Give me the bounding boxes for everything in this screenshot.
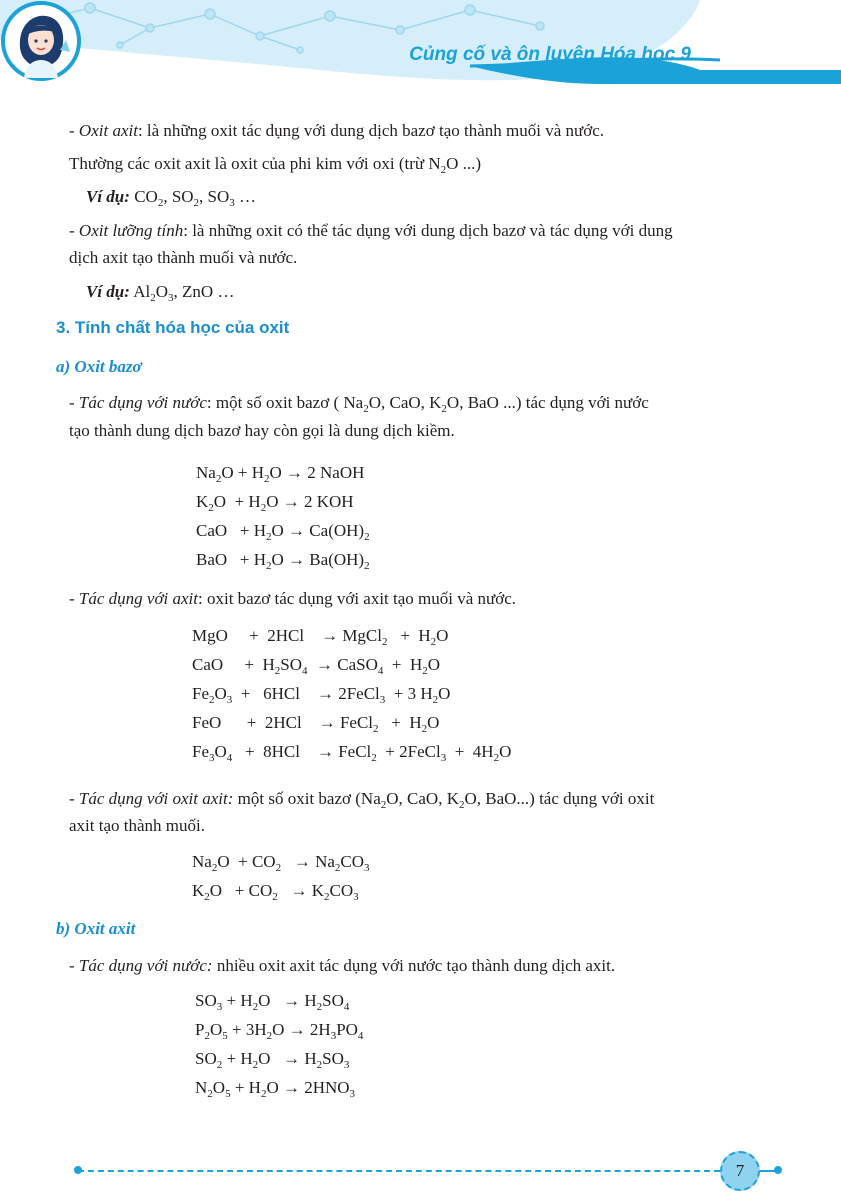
oxit-luong-tinh-definition-line2: dịch axit tạo thành muối và nước. [69,248,298,267]
teacher-avatar-icon [0,0,82,82]
oxit-bazo-tac-dung-oxit-axit-line2: axit tạo thành muối. [69,816,205,835]
header-band [0,0,841,92]
oxit-axit-note: Thường các oxit axit là oxit của phi kim với oxi (trừ $N_2O$ ...) [69,154,482,176]
subsection-oxit-axit: b) Oxit axit [56,919,136,938]
oxit-bazo-tac-dung-axit: - Tác dụng với axit: oxit bazơ tác dụng với axit tạo muối và nước. [69,589,517,608]
oxit-bazo-tac-dung-nuoc: - Tác dụng với nước: một số oxit bazơ ( $Na_2O$, CaO, $K_2O$, BaO ...) tác dụng với nước [69,393,649,415]
oxit-axit-tac-dung-nuoc: - Tác dụng với nước: nhiều oxit axit tác dụng với nước tạo thành dung dịch axit. [69,956,616,975]
equation-block-bazo-nuoc: $Na_2O + H_2O \to 2$ NaOH $K_2O + H_2O \to 2$ KOH CaO + $H_2O \to Ca(OH)_2$ BaO + $H_2O \to Ba(OH)_2$ [196,463,370,572]
page-number: 7 [735,1161,745,1180]
header-title: Củng cố và ôn luyện Hóa học 9 [409,44,691,65]
example-oxit-axit: Ví dụ: $CO_2$, $SO_2$, $SO_3$ … [86,187,257,209]
oxit-axit-definition: - Oxit axit: là những oxit tác dụng với dung dịch bazơ tạo thành muối và nước. [69,121,604,140]
equation-block-axit-nuoc: $SO_3 + H_2O \to H_2SO_4$ $P_2O_5 + 3H_2O \to 2H_3PO_4$ $SO_2 + H_2O \to H_2SO_3$ $N_2O_5 + H_2O \to 2HNO_3$ [195,991,364,1100]
footer-dashed-line [78,1170,720,1172]
section-title: 3. Tính chất hóa học của oxit [56,318,290,337]
equation-block-bazo-axit: MgO + 2HCl → MgCl$_2$ + $H_2O$ CaO + $H_2SO_4$ → CaSO$_4$ + $H_2O$ $Fe_2O_3 + 6HCl$ → 2FeCl$_3$ + 3 $H_2O$ FeO + 2HCl → FeCl$_2$ + $H_2O$ $Fe_3O_4 + 8HCl$ → FeCl$_2$ + 2FeCl$_3$ + $4H_2O$ [192,626,512,764]
oxit-luong-tinh-definition: - Oxit lưỡng tính: là những oxit có thể tác dụng với dung dịch bazơ và tác dụng với dung [69,221,673,240]
oxit-bazo-tac-dung-oxit-axit: - Tác dụng với oxit axit: một số oxit bazơ ($Na_2O$, CaO, $K_2O$, BaO...) tác dụng với oxit [69,789,655,811]
equation-block-bazo-oxit-axit: $Na_2O + CO_2 \to Na_2CO_3$ $K_2O + CO_2 \to K_2CO_3$ [192,852,370,903]
footer-dot-right [774,1166,782,1174]
subsection-oxit-bazo: a) Oxit bazơ [56,357,142,376]
oxit-bazo-tac-dung-nuoc-line2: tạo thành dung dịch bazơ hay còn gọi là dung dịch kiềm. [69,421,455,440]
example-oxit-luong-tinh: Ví dụ: $Al_2O_3$, ZnO … [86,282,235,304]
